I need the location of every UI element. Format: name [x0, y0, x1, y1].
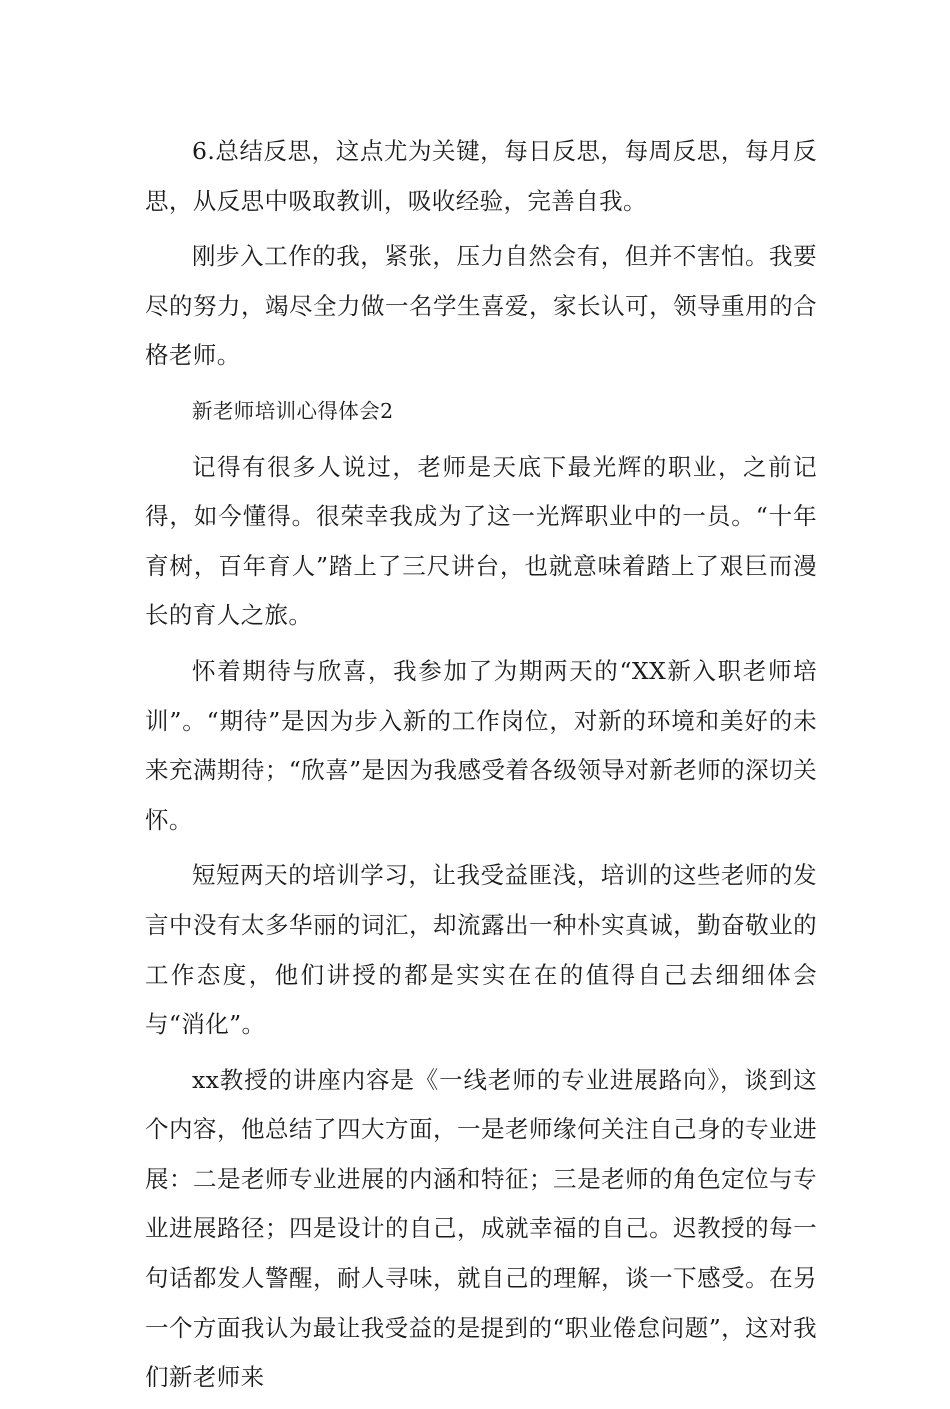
paragraph-training-benefit: 短短两天的培训学习，让我受益匪浅，培训的这些老师的发言中没有太多华丽的词汇，却流露出一种朴实真诚，勤奋敬业的工作态度，他们讲授的都是实实在在的值得自己去细细体会与“消化”。 — [145, 861, 817, 1039]
paragraph-lecture-summary: xx教授的讲座内容是《一线老师的专业进展路向》，谈到这个内容，他总结了四大方面，一是老师缘何关注自己身的专业进展：二是老师专业进展的内涵和特征；三是老师的角色定位与专业进展路径；四是设计的自己，成就幸福的自己。迟教授的每一句话都发人警醒，耐人寻味，就自己的理解，谈一下感受。在另一个方面我认为最让我受益的是提到的“职业倦怠问题”，这对我们新老师来 — [145, 1065, 817, 1392]
paragraph-reflection-point-6: 6.总结反思，这点尤为关键，每日反思，每周反思，每月反思，从反思中吸取教训，吸收经验，完善自我。 — [145, 137, 817, 215]
paragraph-training-expectation: 怀着期待与欣喜，我参加了为期两天的“XX新入职老师培训”。“期待”是因为步入新的工作岗位，对新的环境和美好的未来充满期待；“欣喜”是因为我感受着各级领导对新老师的深切关怀。 — [145, 656, 817, 834]
paragraph-teacher-profession: 记得有很多人说过，老师是天底下最光辉的职业，之前记得，如今懂得。很荣幸我成为了这一光辉职业中的一员。“十年育树，百年育人”踏上了三尺讲台，也就意味着踏上了艰巨而漫长的育人之旅。 — [145, 452, 817, 630]
section-heading-2: 新老师培训心得体会2 — [192, 398, 394, 423]
document-body — [145, 127, 817, 1409]
paragraph-new-job-resolve: 刚步入工作的我，紧张，压力自然会有，但并不害怕。我要尽的努力，竭尽全力做一名学生喜爱，家长认可，领导重用的合格老师。 — [145, 242, 817, 370]
